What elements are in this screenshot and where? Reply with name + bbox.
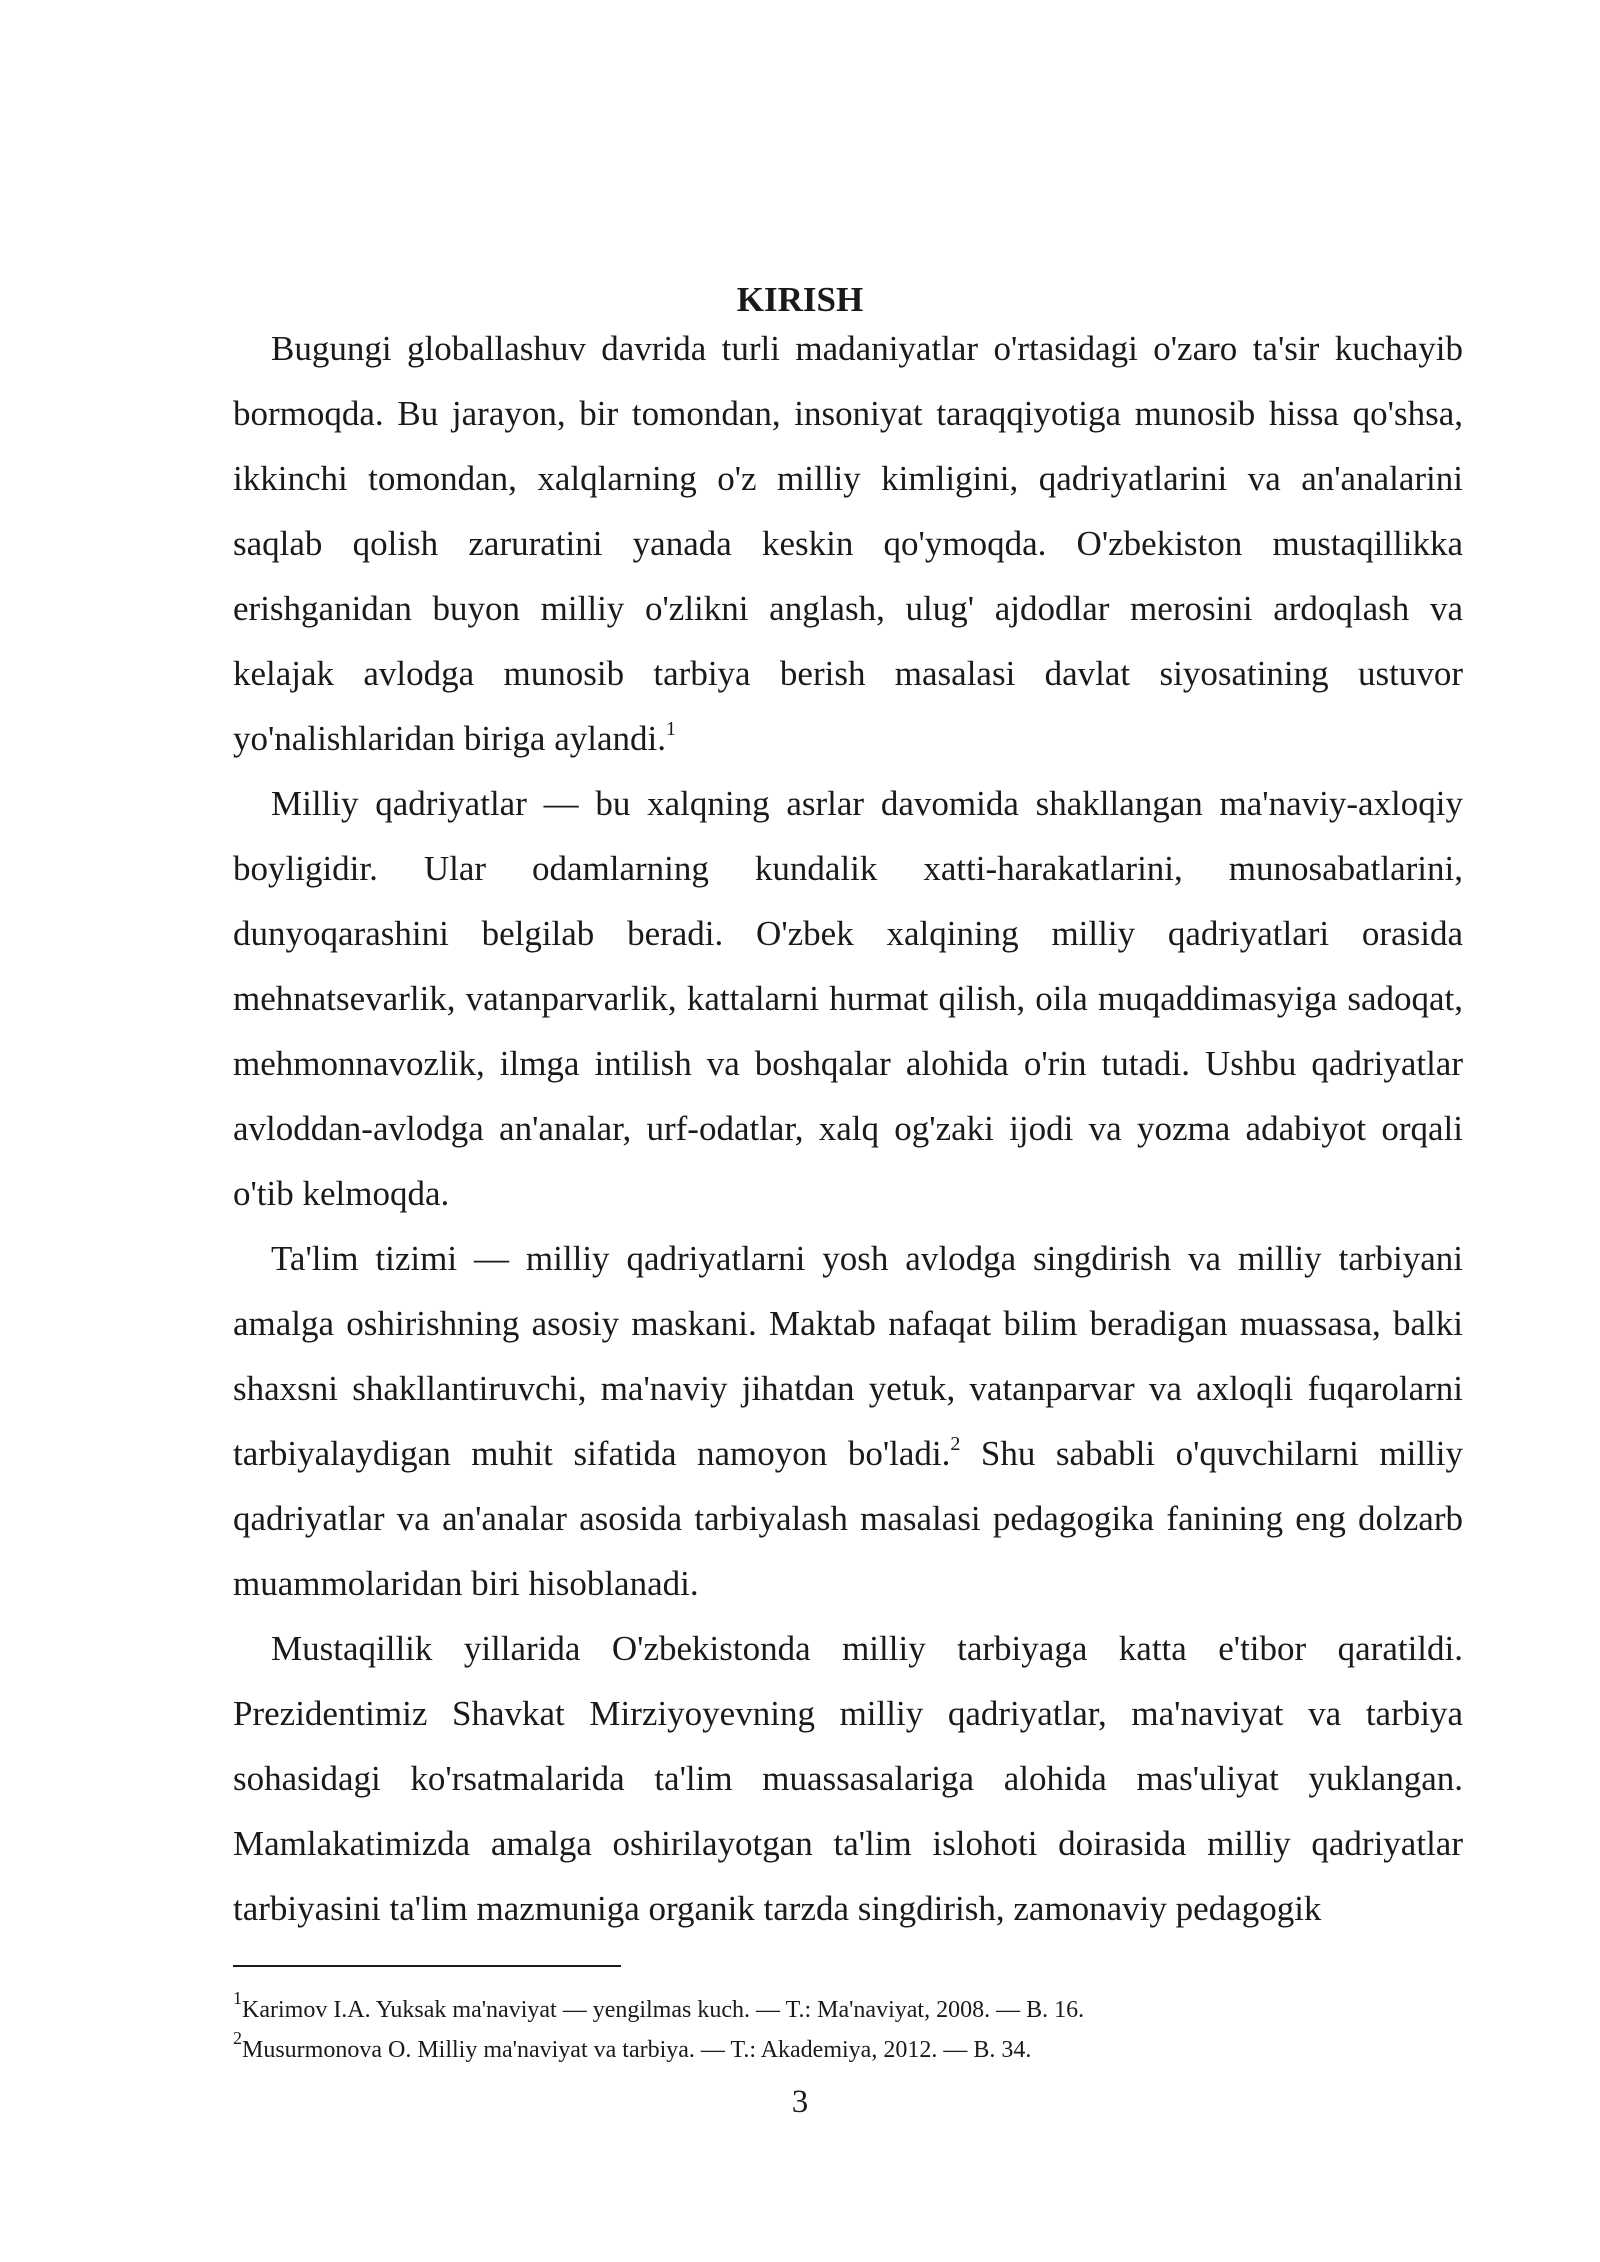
paragraph-4: [233, 1616, 1463, 1941]
footnote-1-number: 1: [233, 1988, 242, 2008]
footnote-2-number: 2: [233, 2028, 242, 2048]
paragraph-2-text: Milliy qadriyatlar — bu xalqning asrlar davomida shakllangan ma'naviy-axloqiy boyligidir. Ular odamlarning kundalik xatti-harakatlarini, munosabatlarini, dunyoqarashini belgilab beradi. O'zbek xalqining milliy qadriyatlari orasida mehnatsevarlik, vatanparvarlik, kattalarni hurmat qilish, oila muqaddimasyiga sadoqat, mehmonnavozlik, ilmga intilish va boshqalar alohida o'rin tutadi. Ushbu qadriyatlar avloddan-avlodga an'analar, urf-odatlar, xalq og'zaki ijodi va yozma adabiyot orqali o'tib kelmoqda.: [233, 784, 1463, 1213]
page-number: 3: [791, 2084, 809, 2120]
footnotes: [233, 1990, 1463, 2070]
section-title: KIRISH: [736, 280, 864, 319]
footnote-separator: [233, 1965, 621, 1967]
footnote-ref-2[interactable]: 2: [950, 1433, 961, 1456]
paragraph-3-text-after: Shu sababli o'quvchilarni milliy qadriyatlar va an'analar asosida tarbiyalash masalasi pedagogika fanining eng dolzarb muammolaridan biri hisoblanadi.: [233, 1434, 1463, 1603]
paragraph-1: [233, 316, 1463, 771]
footnote-2-text: Musurmonova O. Milliy ma'naviyat va tarbiya. — T.: Akademiya, 2012. — B. 34.: [242, 2037, 1032, 2063]
paragraph-2: [233, 771, 1463, 1226]
footnote-1-text: Karimov I.A. Yuksak ma'naviyat — yengilmas kuch. — T.: Ma'naviyat, 2008. — B. 16.: [242, 1997, 1085, 2023]
paragraph-3: [233, 1226, 1463, 1616]
footnote-1: [233, 1990, 1463, 2030]
paragraph-1-text: Bugungi globallashuv davrida turli madaniyatlar o'rtasidagi o'zaro ta'sir kuchayib bormoqda. Bu jarayon, bir tomondan, insoniyat taraqqiyotiga munosib hissa qo'shsa, ikkinchi tomondan, xalqlarning o'z milliy kimligini, qadriyatlarini va an'analarini saqlab qolish zaruratini yanada keskin qo'ymoqda. O'zbekiston mustaqillikka erishganidan buyon milliy o'zlikni anglash, ulug' ajdodlar merosini ardoqlash va kelajak avlodga munosib tarbiya berish masalasi davlat siyosatining ustuvor yo'nalishlaridan biriga aylandi.: [233, 329, 1463, 758]
body-text: [233, 316, 1463, 1941]
paragraph-4-text: Mustaqillik yillarida O'zbekistonda milliy tarbiyaga katta e'tibor qaratildi. Prezidentimiz Shavkat Mirziyoyevning milliy qadriyatlar, ma'naviyat va tarbiya sohasidagi ko'rsatmalarida ta'lim muassasalariga alohida mas'uliyat yuklangan. Mamlakatimizda amalga oshirilayotgan ta'lim islohoti doirasida milliy qadriyatlar tarbiyasini ta'lim mazmuniga organik tarzda singdirish, zamonaviy pedagogik: [233, 1629, 1463, 1928]
footnote-2: [233, 2030, 1463, 2070]
paragraph-3-text-before: Ta'lim tizimi — milliy qadriyatlarni yosh avlodga singdirish va milliy tarbiyani amalga oshirishning asosiy maskani. Maktab nafaqat bilim beradigan muassasa, balki shaxsni shakllantiruvchi, ma'naviy jihatdan yetuk, vatanparvar va axloqli fuqarolarni tarbiyalaydigan muhit sifatida namoyon bo'ladi.: [233, 1239, 1463, 1473]
footnote-ref-1[interactable]: 1: [666, 718, 676, 741]
